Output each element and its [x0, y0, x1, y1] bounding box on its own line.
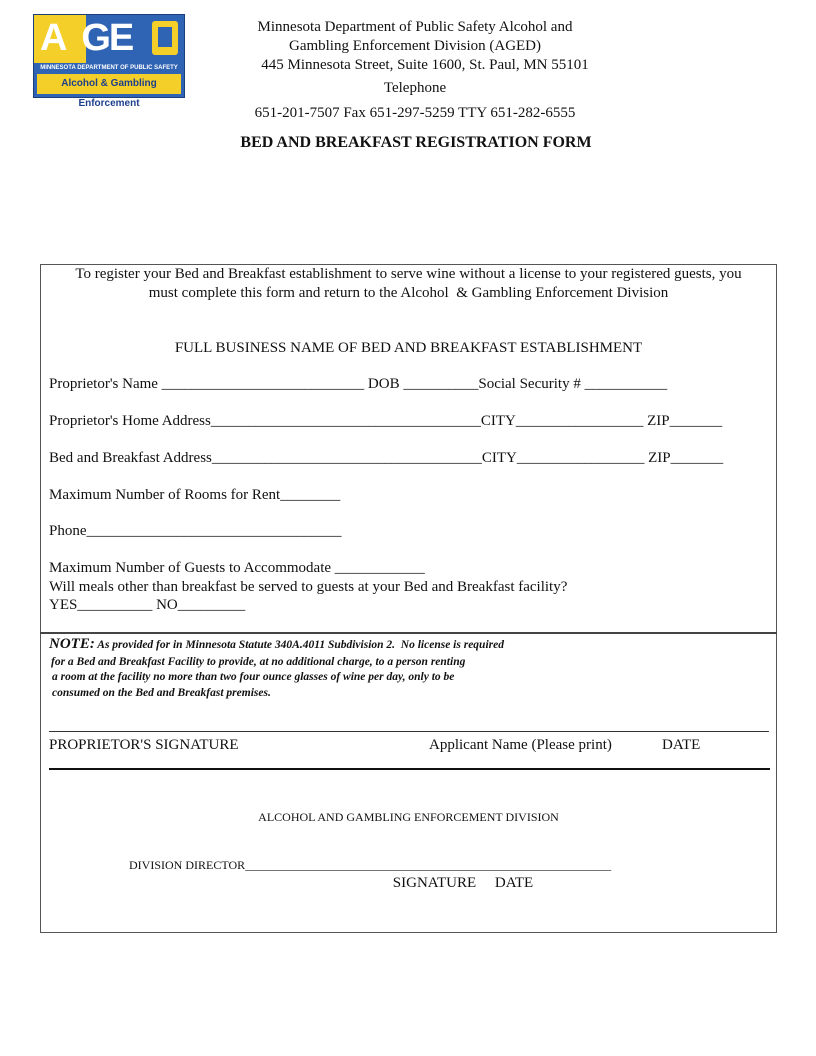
- intro-line-1: To register your Bed and Breakfast establishment to serve wine without a license to your registered guests, you: [75, 266, 742, 282]
- proprietor-signature-label: PROPRIETOR'S SIGNATURE: [49, 737, 239, 753]
- minnesota-state-icon: [152, 21, 178, 55]
- home-address-field[interactable]: Proprietor's Home Address____________________________________CITY_________________ ZIP_______: [49, 413, 723, 429]
- division-director-field[interactable]: DIVISION DIRECTOR_____________________________________________________________: [129, 858, 612, 872]
- division-signature-date-label: SIGNATURE DATE: [392, 875, 534, 891]
- intro-line-2: must complete this form and return to the Alcohol & Gambling Enforcement Division: [148, 285, 669, 301]
- note-line-3: a room at the facility no more than two four ounce glasses of wine per day, only to be: [52, 671, 455, 683]
- proprietor-name-field[interactable]: Proprietor's Name ___________________________ DOB __________Social Security # ___________: [49, 376, 668, 392]
- header-line-3: 445 Minnesota Street, Suite 1600, St. Paul, MN 55101: [261, 57, 589, 73]
- note-line-2: for a Bed and Breakfast Facility to provide, at no additional charge, to a person renting: [51, 656, 466, 668]
- meals-question: Will meals other than breakfast be served to guests at your Bed and Breakfast facility?: [49, 579, 568, 595]
- aged-logo: [33, 14, 185, 109]
- header-phone-numbers: 651-201-7507 Fax 651-297-5259 TTY 651-282-6555: [254, 105, 576, 121]
- bb-address-field[interactable]: Bed and Breakfast Address____________________________________CITY_________________ ZIP_______: [49, 450, 724, 466]
- logo-banner: [34, 15, 184, 63]
- signature-line: [49, 731, 769, 732]
- phone-field[interactable]: Phone__________________________________: [49, 523, 342, 539]
- header-line-2: Gambling Enforcement Division (AGED): [288, 38, 542, 54]
- logo-letters: A&GE: [40, 17, 133, 59]
- logo-dept-text: MINNESOTA DEPARTMENT OF PUBLIC SAFETY: [40, 65, 178, 71]
- note-label: NOTE:: [49, 636, 95, 652]
- divider-note: [40, 632, 777, 634]
- max-guests-field[interactable]: Maximum Number of Guests to Accommodate ____________: [49, 560, 425, 576]
- page-title: BED AND BREAKFAST REGISTRATION FORM: [240, 134, 592, 151]
- note-line-1: NOTE: As provided for in Minnesota Statute 340A.4011 Subdivision 2. No license is required: [49, 636, 504, 652]
- signature-date-label: DATE: [662, 737, 701, 753]
- applicant-name-label: Applicant Name (Please print): [429, 737, 612, 753]
- yes-no-field[interactable]: YES__________ NO_________: [49, 597, 246, 613]
- note-line-4: consumed on the Bed and Breakfast premises.: [52, 687, 271, 699]
- thick-divider: [49, 768, 770, 770]
- header-line-1: Minnesota Department of Public Safety Alcohol and: [257, 19, 573, 35]
- header-telephone-label: Telephone: [383, 80, 447, 96]
- business-name-label: FULL BUSINESS NAME OF BED AND BREAKFAST ESTABLISHMENT: [174, 340, 643, 356]
- max-rooms-field[interactable]: Maximum Number of Rooms for Rent________: [49, 487, 341, 503]
- logo-division-text: Alcohol & Gambling Enforcement: [37, 74, 181, 94]
- division-heading: ALCOHOL AND GAMBLING ENFORCEMENT DIVISION: [258, 810, 559, 824]
